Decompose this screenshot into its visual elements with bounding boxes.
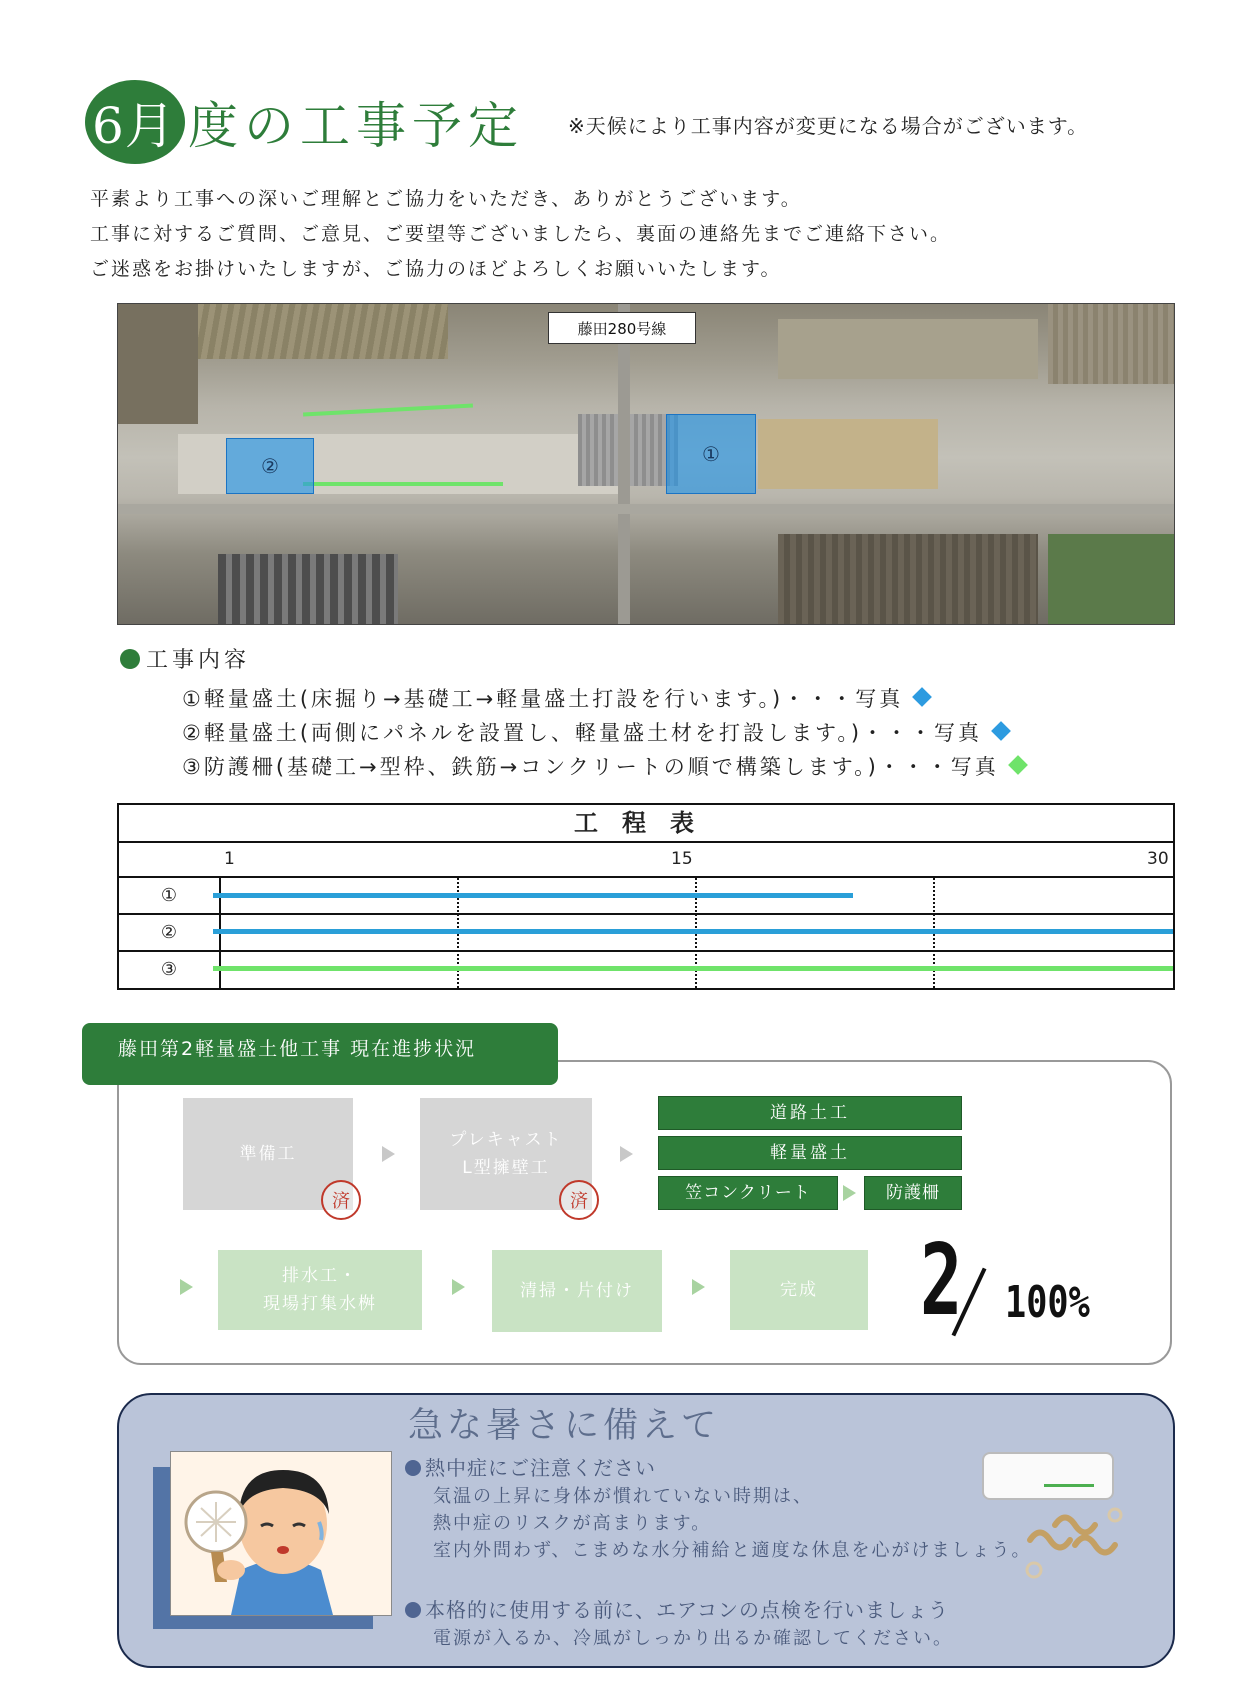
parking-lot	[218, 554, 398, 625]
aerial-photo	[117, 303, 1175, 625]
arrow-right-icon	[620, 1146, 633, 1162]
tick-label-end: 30	[1147, 849, 1169, 869]
greeting-line-1: 平素より工事への深いご理解とご協力をいただき、ありがとうございます。	[90, 188, 802, 210]
bullet-icon	[405, 1460, 421, 1476]
done-stamp: 済	[321, 1180, 361, 1220]
schedule-bar-3	[213, 966, 1173, 971]
step-drainage-label-1: 排水工・	[282, 1266, 358, 1286]
step-cleanup	[492, 1250, 662, 1332]
step-light-fill: 軽量盛土	[658, 1136, 962, 1170]
heat-title: 急な暑さに備えて	[408, 1406, 721, 1446]
road-name-label: 藤田280号線	[548, 312, 696, 344]
heat-line: 室内外問わず、こまめな水分補給と適度な休息を心がけましょう。	[433, 1540, 1032, 1561]
done-stamp: 済	[559, 1180, 599, 1220]
road	[618, 304, 630, 625]
tick-label-start: 1	[224, 849, 235, 869]
work-item-text: ①軽量盛土(床掘り→基礎工→軽量盛土打設を行います。)・・・写真	[182, 687, 904, 711]
heat-wave-icon	[1020, 1500, 1130, 1585]
heading-bullet-icon	[120, 649, 140, 669]
schedule-table	[117, 803, 1175, 990]
heat-heading-1	[405, 1452, 656, 1481]
heat-line: 電源が入るか、冷風がしっかり出るか確認してください。	[433, 1628, 953, 1649]
month-label: 6月	[92, 97, 176, 155]
bullet-icon	[405, 1602, 421, 1618]
heat-heading-2-text: 本格的に使用する前に、エアコンの点検を行いましょう	[425, 1598, 949, 1622]
weather-notice: ※天候により工事内容が変更になる場合がございます。	[568, 114, 1089, 138]
work-zone-2: ②	[226, 438, 314, 494]
heat-line: 熱中症のリスクが高まります。	[433, 1513, 712, 1534]
air-conditioner-icon	[982, 1452, 1114, 1500]
field-patch	[778, 534, 1038, 625]
arrow-right-icon	[180, 1279, 193, 1295]
road	[118, 504, 1175, 514]
schedule-row-label-3: ③	[160, 959, 178, 980]
tick-label-mid: 15	[671, 849, 693, 869]
work-item-3	[182, 751, 1025, 781]
hot-man-icon	[171, 1452, 391, 1615]
step-precast-label-2: L型擁壁工	[462, 1158, 550, 1178]
ac-indicator	[1044, 1484, 1094, 1487]
work-item-1	[182, 683, 929, 713]
work-item-2	[182, 717, 1008, 747]
progress-title: 藤田第2軽量盛土他工事 現在進捗状況	[82, 1023, 558, 1085]
field-patch	[778, 319, 1038, 379]
step-preparation-label: 準備工	[239, 1144, 297, 1164]
work-item-text: ②軽量盛土(両側にパネルを設置し、軽量盛土材を打設します。)・・・写真	[182, 721, 983, 745]
heat-heading-2	[405, 1594, 949, 1623]
field-patch	[118, 304, 198, 424]
table-divider	[119, 876, 1173, 878]
heat-line: 気温の上昇に身体が慣れていない時期は、	[433, 1486, 813, 1507]
heat-heading-1-text: 熱中症にご注意ください	[425, 1456, 656, 1480]
schedule-title: 工程表	[119, 805, 1173, 843]
work-item-text: ③防護柵(基礎工→型枠、鉄筋→コンクリートの順で構築します。)・・・写真	[182, 755, 999, 779]
step-cleanup-label: 清掃・片付け	[520, 1281, 634, 1301]
fill-area	[758, 419, 938, 489]
hot-man-illustration	[170, 1451, 392, 1616]
table-divider	[119, 913, 1173, 915]
arrow-right-icon	[692, 1279, 705, 1295]
step-guard-fence: 防護柵	[864, 1176, 962, 1210]
diamond-marker-icon	[1008, 755, 1028, 775]
step-complete-label: 完成	[780, 1280, 818, 1300]
schedule-bar-2	[213, 929, 1173, 934]
work-heading	[120, 643, 250, 674]
field-patch	[1048, 304, 1175, 384]
table-divider	[119, 950, 1173, 952]
greeting-line-2: 工事に対するご質問、ご意見、ご要望等ございましたら、裏面の連絡先までご連絡下さい。	[90, 223, 952, 245]
step-kasa-concrete: 笠コンクリート	[658, 1176, 838, 1210]
field-patch	[198, 304, 448, 359]
step-precast-label-1: プレキャスト	[449, 1130, 563, 1150]
progress-percent-total: 100%	[1005, 1277, 1090, 1328]
schedule-row-label-2: ②	[160, 922, 178, 943]
diamond-marker-icon	[912, 687, 932, 707]
progress-percent-value: 2	[920, 1224, 963, 1338]
schedule-row-label-1: ①	[160, 885, 178, 906]
schedule-bar-1	[213, 893, 853, 898]
guard-fence-line	[303, 404, 473, 417]
arrow-right-icon	[452, 1279, 465, 1295]
step-drainage	[218, 1250, 422, 1330]
guard-fence-line	[303, 482, 503, 486]
arrow-right-icon	[843, 1185, 856, 1201]
page-title: 度の工事予定	[188, 97, 524, 155]
greeting-line-3: ご迷惑をお掛けいたしますが、ご協力のほどよろしくお願いいたします。	[90, 258, 782, 280]
step-road-earthwork: 道路土工	[658, 1096, 962, 1130]
diamond-marker-icon	[991, 721, 1011, 741]
field-patch	[1048, 534, 1175, 625]
work-heading-text: 工事内容	[146, 648, 251, 673]
step-drainage-label-2: 現場打集水桝	[263, 1294, 377, 1314]
work-zone-1: ①	[666, 414, 756, 494]
arrow-right-icon	[382, 1146, 395, 1162]
step-complete	[730, 1250, 868, 1330]
